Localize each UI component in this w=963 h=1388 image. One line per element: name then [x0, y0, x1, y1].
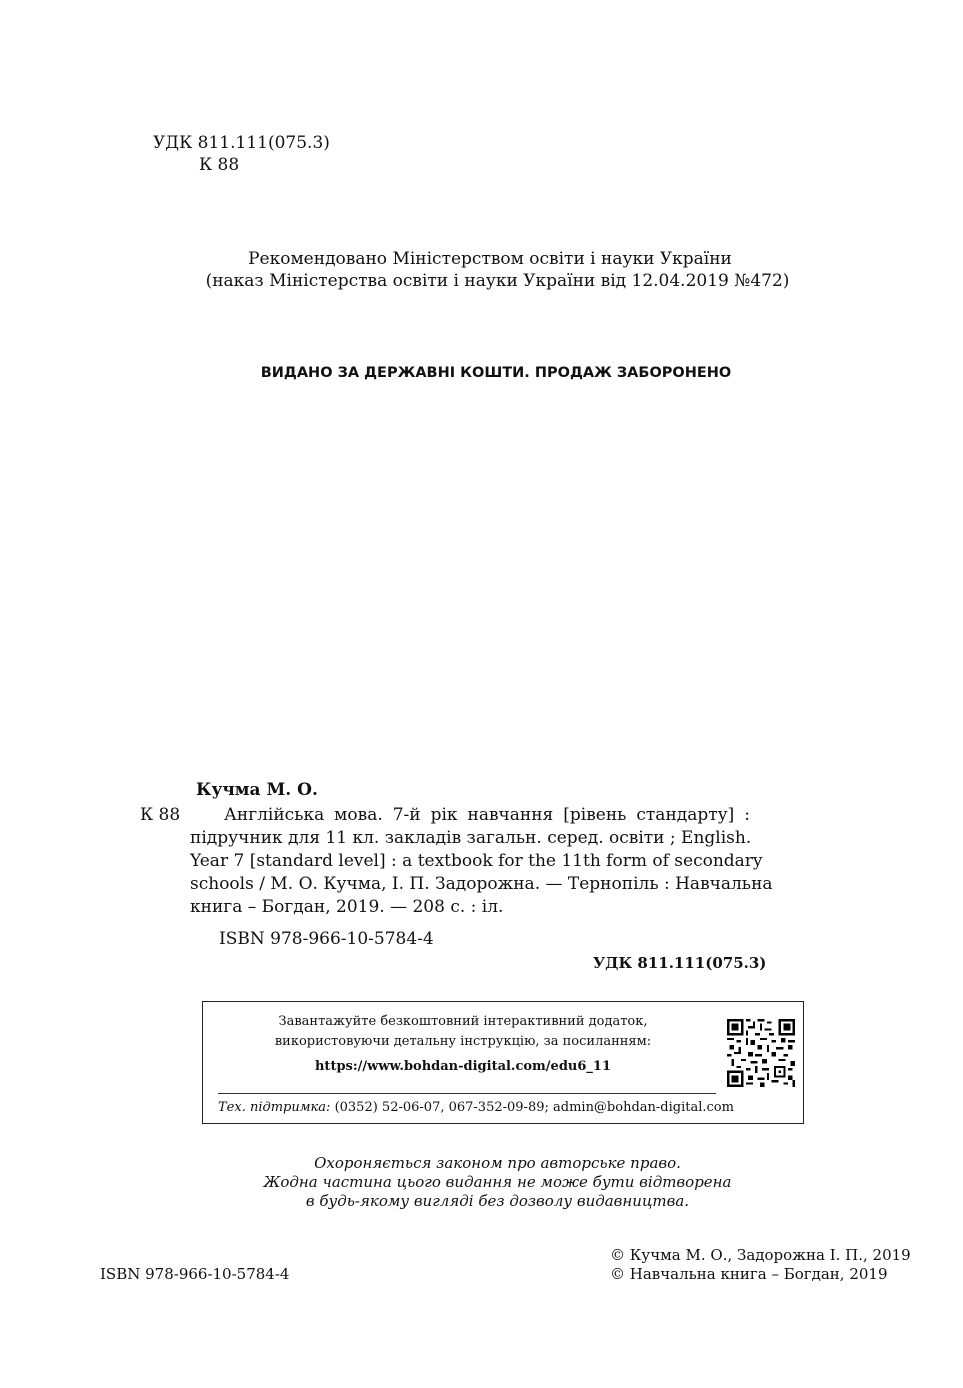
catalog-mark: К 88	[140, 805, 181, 825]
catalog-author: Кучма М. О.	[196, 780, 318, 800]
support-label: Тех. підтримка:	[218, 1100, 331, 1115]
author-mark: К 88	[199, 155, 240, 175]
catalog-udk: УДК 811.111(075.3)	[593, 954, 767, 972]
footer-copyright-publisher: © Навчальна книга – Богдан, 2019	[610, 1265, 888, 1283]
copyright-notice-line-2: Жодна частина цього видання не може бути відтворена	[263, 1173, 732, 1191]
box-divider	[218, 1093, 716, 1094]
state-funds-notice: ВИДАНО ЗА ДЕРЖАВНІ КОШТИ. ПРОДАЖ ЗАБОРОНЕНО	[260, 365, 732, 381]
catalog-isbn: ISBN 978-966-10-5784-4	[219, 929, 434, 949]
support-info	[218, 1100, 734, 1115]
download-line-1: Завантажуйте безкоштовний інтерактивний додаток,	[278, 1014, 648, 1029]
download-line-2: використовуючи детальну інструкцію, за посиланням:	[274, 1034, 652, 1049]
copyright-notice-line-1: Охороняється законом про авторське право.	[314, 1154, 681, 1172]
catalog-line-3: Year 7 [standard level] : a textbook for the 11th form of secondary	[190, 851, 763, 871]
support-contacts: (0352) 52-06-07, 067-352-09-89; admin@bohdan-digital.com	[330, 1100, 734, 1115]
recommendation-line-2: (наказ Міністерства освіти і науки України від 12.04.2019 №472)	[205, 271, 790, 291]
footer-isbn: ISBN 978-966-10-5784-4	[100, 1265, 290, 1283]
qr-code-icon[interactable]	[727, 1019, 795, 1087]
copyright-notice-line-3: в будь-якому вигляді без дозволу видавництва.	[305, 1192, 690, 1210]
footer-copyright-authors: © Кучма М. О., Задорожна І. П., 2019	[610, 1246, 911, 1264]
recommendation-line-1: Рекомендовано Міністерством освіти і науки України	[248, 249, 732, 269]
catalog-line-5: книга – Богдан, 2019. — 208 с. : іл.	[190, 897, 504, 917]
catalog-line-2: підручник для 11 кл. закладів загальн. серед. освіти ; English.	[190, 828, 752, 848]
udk-code: УДК 811.111(075.3)	[153, 133, 330, 153]
download-info-box	[202, 1001, 804, 1124]
catalog-line-4: schools / М. О. Кучма, І. П. Задорожна. — Тернопіль : Навчальна	[190, 874, 773, 894]
download-url-link[interactable]: https://www.bohdan-digital.com/edu6_11	[314, 1059, 612, 1074]
catalog-line-1: Англійська мова. 7-й рік навчання [рівень стандарту] :	[224, 805, 750, 825]
